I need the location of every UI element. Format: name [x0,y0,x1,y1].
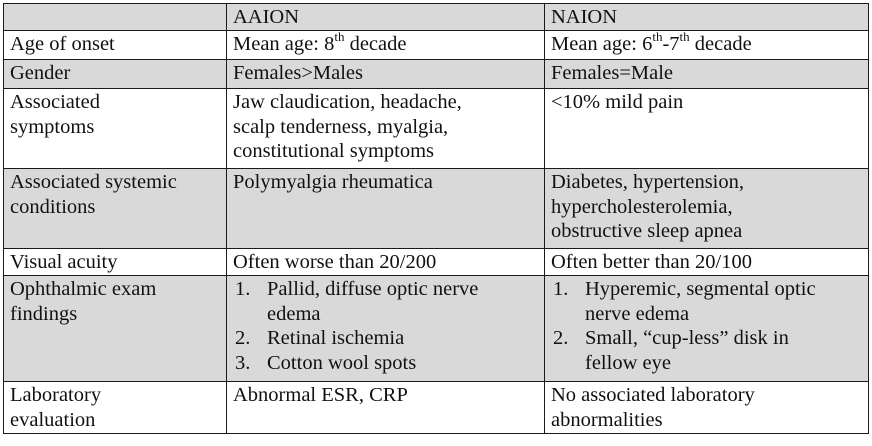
text-line: fellow eye [585,351,671,374]
text-line: Small, “cup-less” disk in [585,327,789,349]
text-line: Associated systemic [10,171,177,193]
cell-naion-gender: Females=Male [545,60,869,89]
cell-naion-associated-systemic-conditions [545,169,869,249]
cell-aaion-age-of-onset [227,31,545,60]
text-part: Mean age: 8 [233,33,335,55]
text-line: obstructive sleep apnea [551,220,743,242]
row-label-ophthalmic-exam-findings [4,276,227,382]
table-header-row [4,4,869,31]
table-row [4,89,869,169]
row-label-laboratory-evaluation [4,382,227,434]
list-item [233,351,538,376]
row-label-age-of-onset: Age of onset [4,31,227,60]
text-line: Retinal ischemia [267,327,405,349]
table-row [4,169,869,249]
header-blank-cell [4,4,227,31]
text-line: edema [267,302,321,325]
text-line: Diabetes, hypertension, [551,171,744,193]
cell-aaion-ophthalmic-exam-findings [227,276,545,382]
text-line: evaluation [10,408,96,431]
cell-naion-visual-acuity: Often better than 20/100 [545,249,869,276]
text-line: conditions [10,195,96,218]
text-line: Ophthalmic exam [10,278,157,300]
list-item [551,277,862,326]
row-label-gender: Gender [4,60,227,89]
text-line: No associated laboratory [551,384,755,406]
cell-naion-associated-symptoms [545,89,869,169]
superscript: th [679,30,690,45]
list-item [233,277,538,326]
list-number: 1. [235,278,251,300]
cell-naion-ophthalmic-exam-findings [545,276,869,382]
text-line: Polymyalgia rheumatica [233,171,433,193]
text-part: decade [689,33,752,55]
cell-naion-age-of-onset [545,31,869,60]
cell-aaion-laboratory-evaluation [227,382,545,434]
numbered-list [551,277,862,375]
row-label-associated-symptoms [4,89,227,169]
table-row [4,276,869,382]
text-line: Hyperemic, segmental optic [585,278,816,300]
cell-naion-laboratory-evaluation [545,382,869,434]
superscript: th [334,30,345,45]
cell-aaion-associated-symptoms [227,89,545,169]
text-part: decade [344,33,407,55]
cell-aaion-visual-acuity: Often worse than 20/200 [227,249,545,276]
list-item [233,326,538,351]
table-row [4,382,869,434]
text-line: Jaw claudication, headache, [233,91,462,113]
list-item [551,326,862,375]
superscript: th [652,30,663,45]
text-line: Cotton wool spots [267,351,417,374]
text-line: abnormalities [551,408,663,431]
list-number: 3. [235,351,251,374]
text-line: Laboratory [10,384,102,406]
text-line: Pallid, diffuse optic nerve [267,278,479,300]
comparison-table [3,3,869,434]
table-row [4,31,869,60]
text-line: <10% mild pain [551,91,684,113]
list-number: 1. [553,278,569,300]
header-aaion: AAION [227,4,545,31]
text-line: constitutional symptoms [233,140,435,162]
text-line: Abnormal ESR, CRP [233,384,408,406]
list-number: 2. [235,327,251,349]
cell-aaion-associated-systemic-conditions [227,169,545,249]
cell-aaion-gender: Females>Males [227,60,545,89]
row-label-visual-acuity: Visual acuity [4,249,227,276]
table-row [4,60,869,89]
row-label-associated-systemic-conditions [4,169,227,249]
header-naion: NAION [545,4,869,31]
text-part: Mean age: 6 [551,33,653,55]
text-line: Associated [10,91,100,113]
text-line: hypercholesterolemia, [551,195,733,218]
text-line: findings [10,302,78,325]
text-line: nerve edema [585,302,690,325]
list-number: 2. [553,327,569,349]
text-line: scalp tenderness, myalgia, [233,115,449,138]
table-row [4,249,869,276]
text-part: -7 [662,33,680,55]
numbered-list [233,277,538,375]
text-line: symptoms [10,115,95,138]
